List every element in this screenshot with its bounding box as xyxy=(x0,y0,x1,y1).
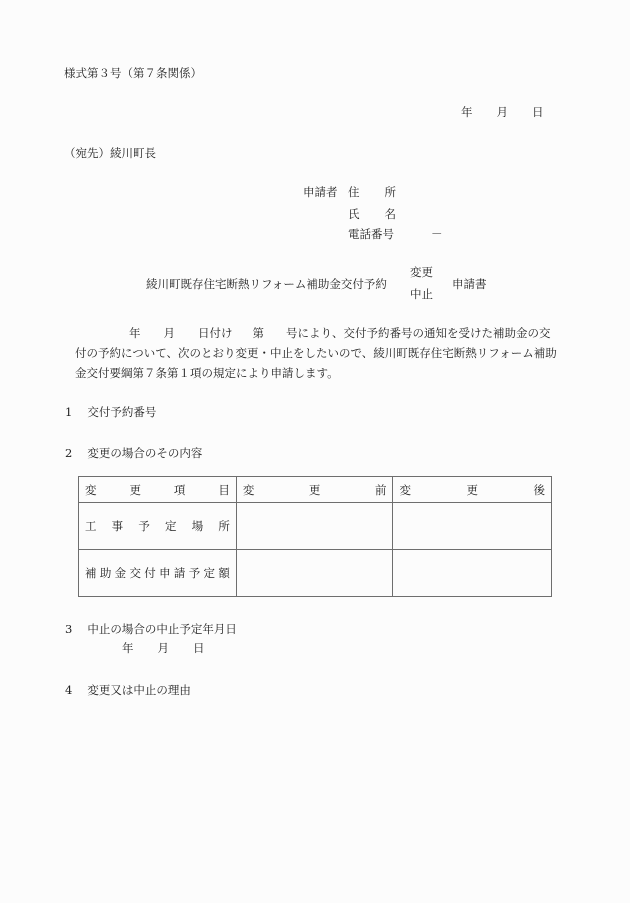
subsidy-amount-before-cell[interactable] xyxy=(236,550,393,597)
construction-site-before-cell[interactable] xyxy=(236,503,393,550)
title-option-cancel: 中止 xyxy=(410,287,433,301)
applicant-label: 申請者 xyxy=(303,185,338,199)
construction-site-after-cell[interactable] xyxy=(393,503,552,550)
phone-separator: － xyxy=(431,227,443,241)
table-header-row xyxy=(79,477,552,503)
row-item-construction-site: 工 事 予 定 場 所 xyxy=(79,503,237,550)
body-line-3: 金交付要綱第７条第１項の規定により申請します。 xyxy=(75,366,339,380)
document-title: 綾川町既存住宅断熱リフォーム補助金交付予約 xyxy=(146,277,387,291)
date-month: 月 xyxy=(496,105,508,119)
date-day: 日 xyxy=(532,105,544,119)
date-line xyxy=(461,105,544,119)
title-suffix: 申請書 xyxy=(452,277,487,291)
cancel-date-line: 年 月 日 xyxy=(122,641,205,655)
section-2: 2 変更の場合のその内容 xyxy=(65,446,203,460)
table-row xyxy=(79,550,552,597)
row-item-subsidy-amount: 補 助 金 交 付 申 請 予 定 額 xyxy=(79,550,237,597)
header-change-item: 変 更 項 目 xyxy=(79,477,237,503)
header-before-change: 変 更 前 xyxy=(236,477,393,503)
header-after-change: 変 更 後 xyxy=(393,477,552,503)
phone-label: 電話番号 xyxy=(348,227,394,241)
section-4: 4 変更又は中止の理由 xyxy=(65,683,191,697)
subsidy-amount-after-cell[interactable] xyxy=(393,550,552,597)
change-details-table xyxy=(78,476,552,597)
form-number: 様式第３号（第７条関係） xyxy=(64,66,202,80)
section-3: 3 中止の場合の中止予定年月日 xyxy=(65,622,237,636)
body-line-1: 年 月 日付け 第 号により、交付予約番号の通知を受けた補助金の交 xyxy=(129,326,551,340)
table-row xyxy=(79,503,552,550)
addressee: （宛先）綾川町長 xyxy=(64,146,156,160)
date-year: 年 xyxy=(461,105,473,119)
title-option-change: 変更 xyxy=(410,265,433,279)
section-1: 1 交付予約番号 xyxy=(65,405,157,419)
name-label: 氏 名 xyxy=(348,207,396,221)
address-label: 住 所 xyxy=(348,185,396,199)
body-line-2: 付の予約について、次のとおり変更・中止をしたいので、綾川町既存住宅断熱リフォーム補助 xyxy=(75,346,557,360)
